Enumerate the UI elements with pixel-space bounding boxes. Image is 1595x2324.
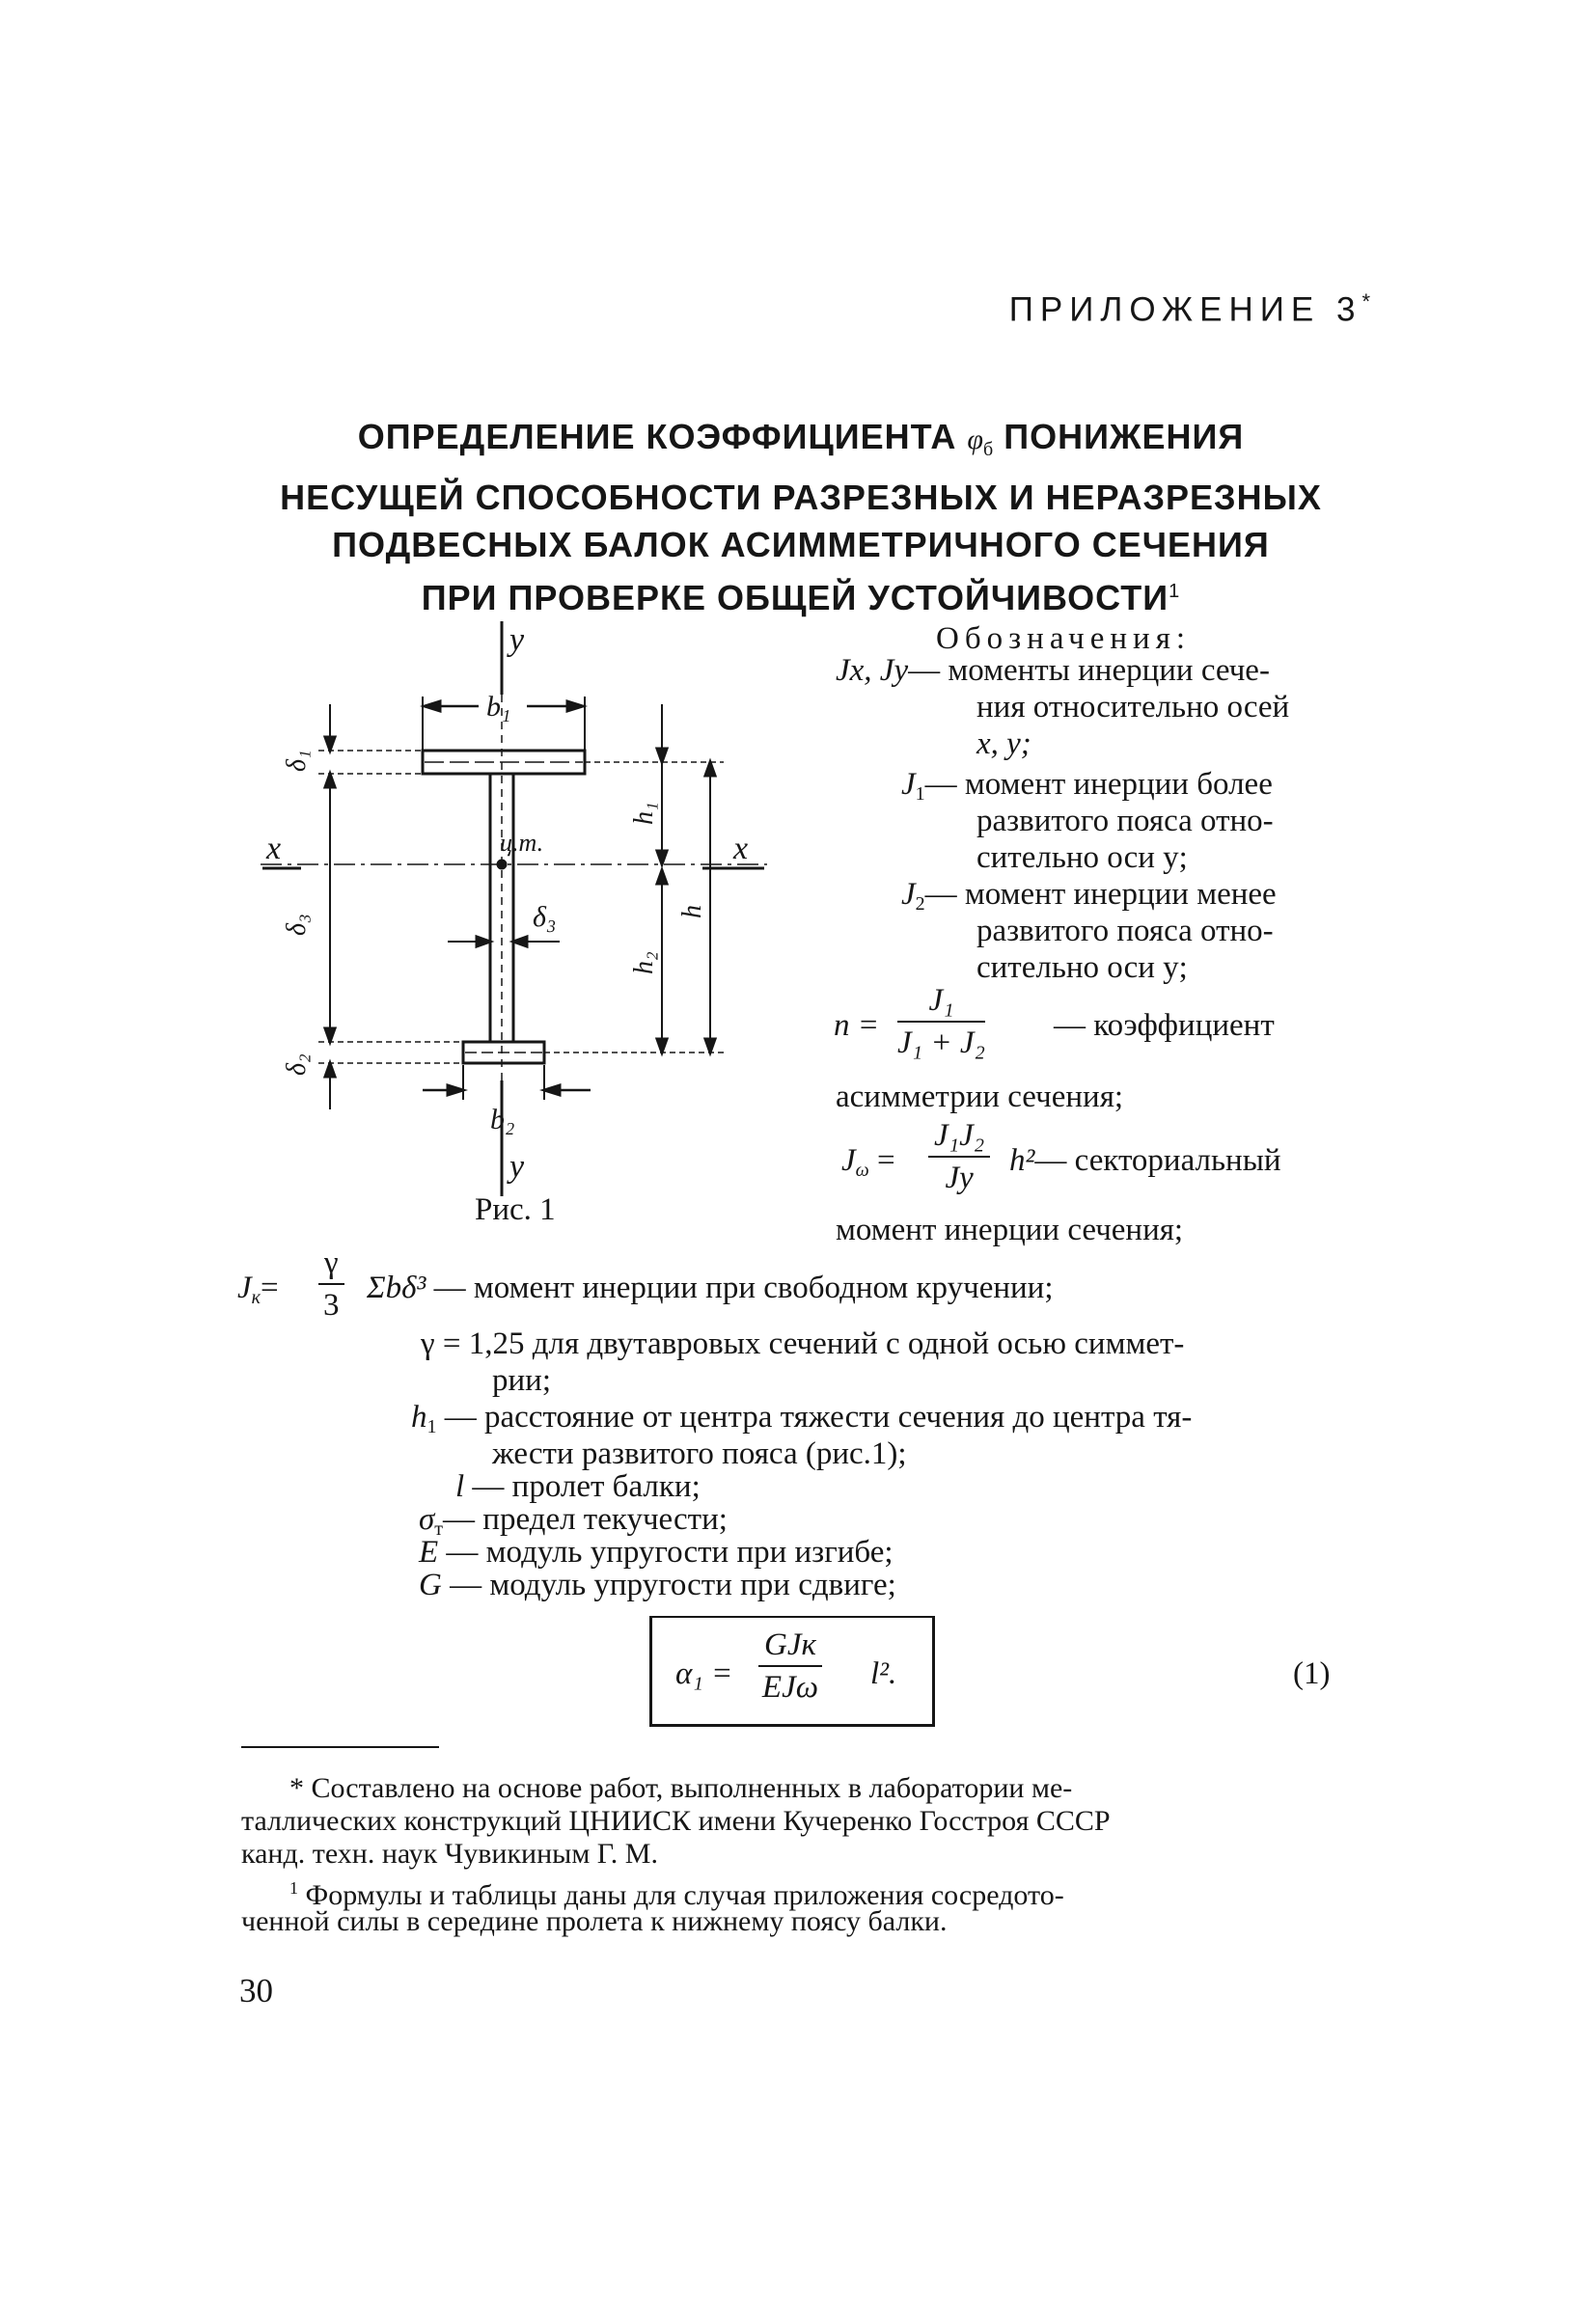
- label-center-of-gravity: ц.т.: [500, 829, 544, 857]
- def-h1: $h_1$ — расстояние от центра тяжести сечения до центра тя-: [411, 1400, 1193, 1437]
- n-description: — коэффициент: [1054, 1008, 1275, 1043]
- beam-cross-section-figure: [241, 617, 782, 1196]
- torsion-lhs: $J_к=$: [237, 1271, 279, 1308]
- n-lhs: n =: [834, 1008, 880, 1043]
- torsion-description: Σbδ³ — момент инерции при свободном кручении;: [367, 1271, 1054, 1305]
- label-y-bottom: y: [509, 1149, 525, 1185]
- notation-j1-line2: развитого пояса отно-: [976, 804, 1274, 838]
- def-gamma-line2: рии;: [492, 1363, 551, 1398]
- label-h1: h₁: [629, 802, 659, 825]
- notation-j2-line2: развитого пояса отно-: [976, 914, 1274, 948]
- web: [490, 774, 513, 1042]
- notation-jx-jy: Jx, Jy— моменты инерции сече-: [836, 653, 1270, 688]
- footnote-rule: [241, 1746, 439, 1748]
- notation-jx-jy-line3: x, y;: [976, 726, 1031, 761]
- def-sigma: $\sigma_т—$ предел текучести;: [419, 1502, 728, 1540]
- jw-factor: h²— секториальный: [1009, 1143, 1281, 1178]
- footnote-one-line2: ченной силы в середине пролета к нижнему поясу балки.: [241, 1905, 948, 1937]
- label-delta2: δ₂: [282, 1053, 312, 1076]
- torsion-fraction: $\frac{\gamma}{3}$: [318, 1244, 344, 1324]
- def-e: E — модуль упругости при изгибе;: [419, 1535, 894, 1570]
- jw-lhs: $J_\omega$ =: [841, 1143, 895, 1181]
- notation-j1-line3: сительно оси y;: [976, 840, 1188, 875]
- appendix-label: ПРИЛОЖЕНИЕ 3*: [1008, 289, 1370, 329]
- label-delta3: δ₃: [533, 901, 557, 933]
- notation-heading: Обозначения:: [936, 621, 1192, 656]
- jw-description-2: момент инерции сечения;: [836, 1213, 1184, 1247]
- page-number: 30: [239, 1972, 273, 2010]
- formula-1-fraction: $\frac{\text{GJк}}{\text{EJω}}$: [758, 1627, 822, 1706]
- def-gamma: γ = 1,25 для двутавровых сечений с одной осью симмет-: [421, 1326, 1185, 1361]
- footnote-one-line1: $^1$ Формулы и таблицы даны для случая приложения сосредото-: [289, 1878, 1064, 1911]
- label-h2: h₂: [629, 951, 659, 974]
- n-fraction: $\frac{\text{J₁}}{\text{J₁ + J₂}}$: [897, 983, 986, 1060]
- def-l: l — пролет балки;: [455, 1469, 701, 1504]
- footnote-star-line3: канд. техн. наук Чувикиным Г. М.: [241, 1838, 658, 1870]
- n-description-2: асимметрии сечения;: [836, 1080, 1124, 1114]
- label-x-right: x: [733, 831, 749, 866]
- label-b2: b₂: [490, 1104, 515, 1135]
- label-b1: b₁: [486, 691, 511, 723]
- label-x-left: x: [266, 831, 282, 866]
- formula-1-tail: l².: [870, 1656, 897, 1691]
- label-delta3-vertical: δ₃: [282, 914, 312, 936]
- footnote-star-line1: * Составлено на основе работ, выполненных в лаборатории ме-: [289, 1772, 1073, 1804]
- notation-j2-line3: сительно оси y;: [976, 950, 1188, 985]
- def-g: G — модуль упругости при сдвиге;: [419, 1568, 896, 1602]
- label-delta1: δ₁: [282, 750, 312, 772]
- notation-j1: $J_1—$ момент инерции более: [901, 767, 1273, 805]
- label-y-top: y: [509, 622, 525, 658]
- phi-symbol: $\varphi_б$: [967, 424, 994, 460]
- jw-fraction: $\frac{\text{J₁J₂}}{Jy}$: [928, 1117, 990, 1196]
- label-h: h: [677, 905, 707, 918]
- page-title: ОПРЕДЕЛЕНИЕ КОЭФФИЦИЕНТА $\varphi_б$ ПОНИЖЕНИЯ НЕСУЩЕЙ СПОСОБНОСТИ РАЗРЕЗНЫХ И НЕРАЗРЕЗНЫХ ПОДВЕСНЫХ БАЛОК АСИММЕТРИЧНОГО СЕЧЕНИЯ ПРИ ПРОВЕРКЕ ОБЩЕЙ УСТОЙЧИВОСТИ$^1$: [280, 417, 1322, 617]
- figure-caption: Рис. 1: [475, 1192, 556, 1227]
- notation-jx-jy-line2: ния относительно осей: [976, 690, 1290, 725]
- def-h1-line2: жести развитого пояса (рис.1);: [492, 1436, 907, 1471]
- footnote-star-line2: таллических конструкций ЦНИИСК имени Кучеренко Госстроя СССР: [241, 1805, 1111, 1837]
- notation-j2: $J_2—$ момент инерции менее: [901, 877, 1277, 915]
- center-of-gravity-marker: [498, 861, 506, 868]
- formula-1-number: (1): [1293, 1656, 1331, 1691]
- formula-1-lhs: α₁ =: [675, 1656, 733, 1691]
